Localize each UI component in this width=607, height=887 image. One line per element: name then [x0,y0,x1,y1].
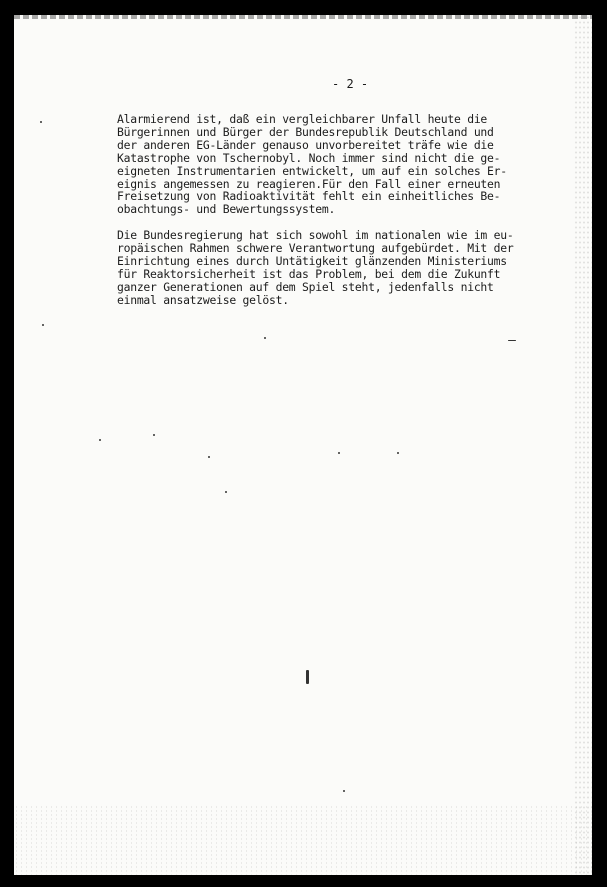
text-line: ganzer Generationen auf dem Spiel steht, jedenfalls nicht [117,279,494,294]
scan-speck [264,337,266,339]
scan-speck [153,434,155,436]
text-line: eigneten Instrumentarien entwickelt, um auf ein solches Er- [117,163,507,178]
text-line: einmal ansatzweise gelöst. [117,292,289,307]
text-line: der anderen EG-Länder genauso unvorbereitet träfe wie die [117,137,494,152]
scan-noise-bottom [14,805,592,875]
scan-speck [208,456,210,458]
page-number: - 2 - [332,77,369,91]
text-line: Einrichtung eines durch Untätigkeit glänzenden Ministeriums [117,254,507,269]
scan-speck [42,324,44,326]
text-line: eignis angemessen zu reagieren.Für den Fall einer erneuten [117,176,501,191]
scan-speck [508,340,516,341]
scan-speck [397,452,399,454]
scan-speck [343,790,345,792]
paragraph-2 [117,229,557,306]
text-line: für Reaktorsicherheit ist das Problem, bei dem die Zukunft [117,266,501,281]
scan-speck [99,439,101,441]
body-text [117,113,557,320]
text-line: Katastrophe von Tschernobyl. Noch immer sind nicht die ge- [117,150,501,165]
text-line: ropäischen Rahmen schwere Verantwortung aufgebürdet. Mit der [117,241,514,256]
scan-edge-artifact [14,15,592,19]
text-line: Freisetzung von Radioaktivität fehlt ein einheitliches Be- [117,189,501,204]
scan-mark [306,670,309,684]
scan-speck [225,491,227,493]
text-line: Die Bundesregierung hat sich sowohl im nationalen wie im eu- [117,228,514,243]
scan-speck [40,121,42,123]
document-page [14,15,592,875]
text-line: obachtungs- und Bewertungssystem. [117,202,336,217]
scan-speck [338,452,340,454]
paragraph-1 [117,113,557,216]
text-line: Alarmierend ist, daß ein vergleichbarer Unfall heute die [117,112,488,126]
scan-noise-right [574,15,592,875]
text-line: Bürgerinnen und Bürger der Bundesrepublik Deutschland und [117,124,494,139]
